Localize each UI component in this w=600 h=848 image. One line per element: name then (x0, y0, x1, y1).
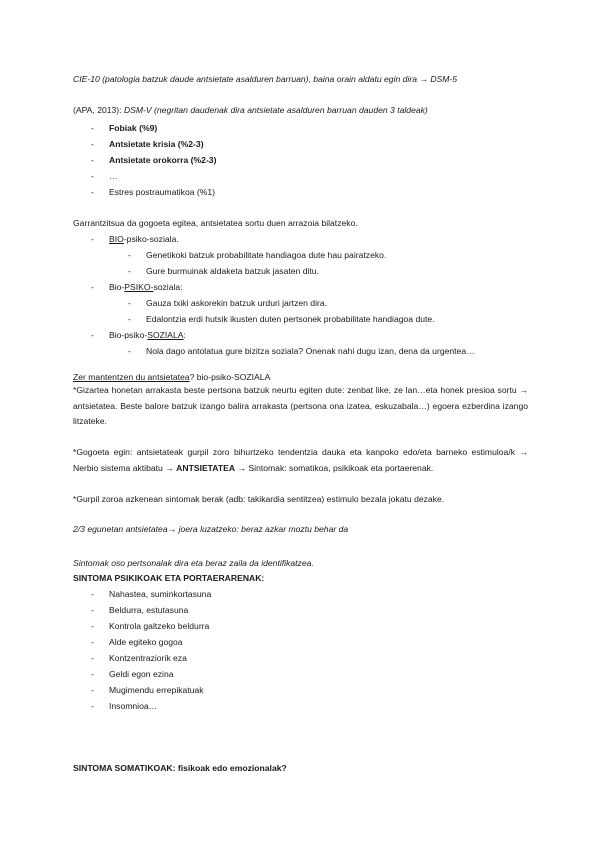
thought-part1: *Gogoeta egin: antsietateak gurpil zoro bihurtzeko tendentzia dauka eta kanpoko edo/eta barneko estimuloa/k → Nerbio sistema aktibatu → (73, 447, 528, 473)
list-item: Alde egiteko gogoa (109, 637, 183, 647)
model-bio (109, 234, 179, 245)
maintain-line (73, 372, 270, 383)
list-bullet: - (91, 637, 94, 647)
list-item: Genetikoki batzuk probabilitate handiagoa dute hau pairatzeko. (146, 250, 387, 260)
personal-line: Sintomak oso pertsonalak dira eta beraz zaila da identifikatzea. (73, 558, 314, 568)
list-bullet: - (91, 155, 94, 165)
model-bio-underline: BIO (109, 234, 124, 244)
maintain-underline: Zer mantentzen du antsietatea (73, 372, 190, 382)
list-bullet: - (91, 701, 94, 711)
list-item: Antsietate krisia (%2-3) (109, 139, 204, 149)
list-bullet: - (91, 282, 94, 292)
list-bullet: - (128, 298, 131, 308)
model-bio-rest: -psiko-soziala. (123, 234, 179, 244)
importance-line: Garrantzitsua da gogoeta egitea, antsietatea sortu duen arrazoia bilatzeko. (73, 218, 358, 228)
list-bullet: - (91, 589, 94, 599)
list-item: Gauza txiki askorekin batzuk urduri jartzen dira. (146, 298, 328, 308)
list-item: Edalontzia erdi hutsik ikusten duten pertsonek probabilitate handiagoa dute. (146, 314, 435, 324)
model-soziala-underline: SOZIALA (147, 330, 184, 340)
list-bullet: - (91, 685, 94, 695)
list-item: Insomnioa… (109, 701, 158, 711)
list-bullet: - (91, 605, 94, 615)
thought-bold: ANTSIETATEA (176, 462, 236, 473)
list-item: … (109, 171, 118, 181)
list-item: Beldurra, estutasuna (109, 605, 189, 615)
list-bullet: - (91, 330, 94, 340)
list-item: Fobiak (%9) (109, 123, 158, 133)
model-psiko-pre: Bio- (109, 282, 125, 292)
society-paragraph: *Gizartea honetan arrakasta beste pertsona batzuk neurtu egiten dute: zenbat like, ze lan…eta honek presioa sortu → antsietatea. Beste balore batzuk izango balira arrakasta (pertsona ona izatea, eskuzabala…) egoera ezberdina izango litzateke. (73, 385, 528, 426)
wheel-line: *Gurpil zoroa azkenean sintomak berak (adb: takikardia sentitzea) estimulo bezala jokatu dezake. (73, 494, 445, 504)
list-bullet: - (91, 187, 94, 197)
model-psiko (109, 282, 183, 293)
days-line: 2/3 egunetan antsietatea→ joera luzatzeko: beraz azkar moztu behar da (73, 524, 349, 534)
model-psiko-underline: PSIKO- (124, 282, 154, 292)
model-soziala (109, 330, 186, 341)
model-soziala-pre: Bio-psiko- (109, 330, 148, 340)
list-item: Gure burmuinak aldaketa batzuk jasaten ditu. (146, 266, 319, 276)
list-bullet: - (91, 139, 94, 149)
list-bullet: - (128, 314, 131, 324)
list-bullet: - (128, 346, 131, 356)
cie-line: CIE-10 (patologia batzuk daude antsietate asalduren barruan), baina orain aldatu egin dira → DSM-5 (73, 74, 458, 84)
maintain-rest: ? bio-psiko-SOZIALA (189, 372, 271, 382)
thought-part2: → Sintomak: somatikoa, psikikoak eta portaerenak. (235, 462, 434, 473)
somatic-heading: SINTOMA SOMATIKOAK: fisikoak edo emozionalak? (73, 763, 287, 773)
model-psiko-rest: soziala: (153, 282, 183, 292)
list-bullet: - (91, 621, 94, 631)
apa-line (73, 105, 428, 116)
list-bullet: - (91, 171, 94, 181)
list-bullet: - (91, 234, 94, 244)
list-bullet: - (128, 250, 131, 260)
list-item: Kontrola galtzeko beldurra (109, 621, 210, 631)
apa-italic: DSM-V (negritan daudenak dira antsietate asalduren barruan dauden 3 taldeak) (123, 105, 428, 115)
apa-prefix: (APA, 2013): (73, 105, 124, 115)
list-bullet: - (91, 669, 94, 679)
list-item: Nola dago antolatua gure bizitza soziala? Onenak nahi dugu izan, dena da urgentea… (146, 346, 475, 356)
list-item: Geldi egon ezina (109, 669, 174, 679)
list-item: Antsietate orokorra (%2-3) (109, 155, 217, 165)
list-bullet: - (91, 123, 94, 133)
thought-paragraph (73, 445, 528, 476)
list-item: Estres postraumatikoa (%1) (109, 187, 216, 197)
list-item: Mugimendu errepikatuak (109, 685, 204, 695)
model-soziala-rest: : (183, 330, 186, 340)
list-bullet: - (91, 653, 94, 663)
list-item: Kontzentraziorik eza (109, 653, 187, 663)
list-bullet: - (128, 266, 131, 276)
psychic-heading: SINTOMA PSIKIKOAK ETA PORTAERARENAK: (73, 573, 265, 583)
list-item: Nahastea, suminkortasuna (109, 589, 212, 599)
